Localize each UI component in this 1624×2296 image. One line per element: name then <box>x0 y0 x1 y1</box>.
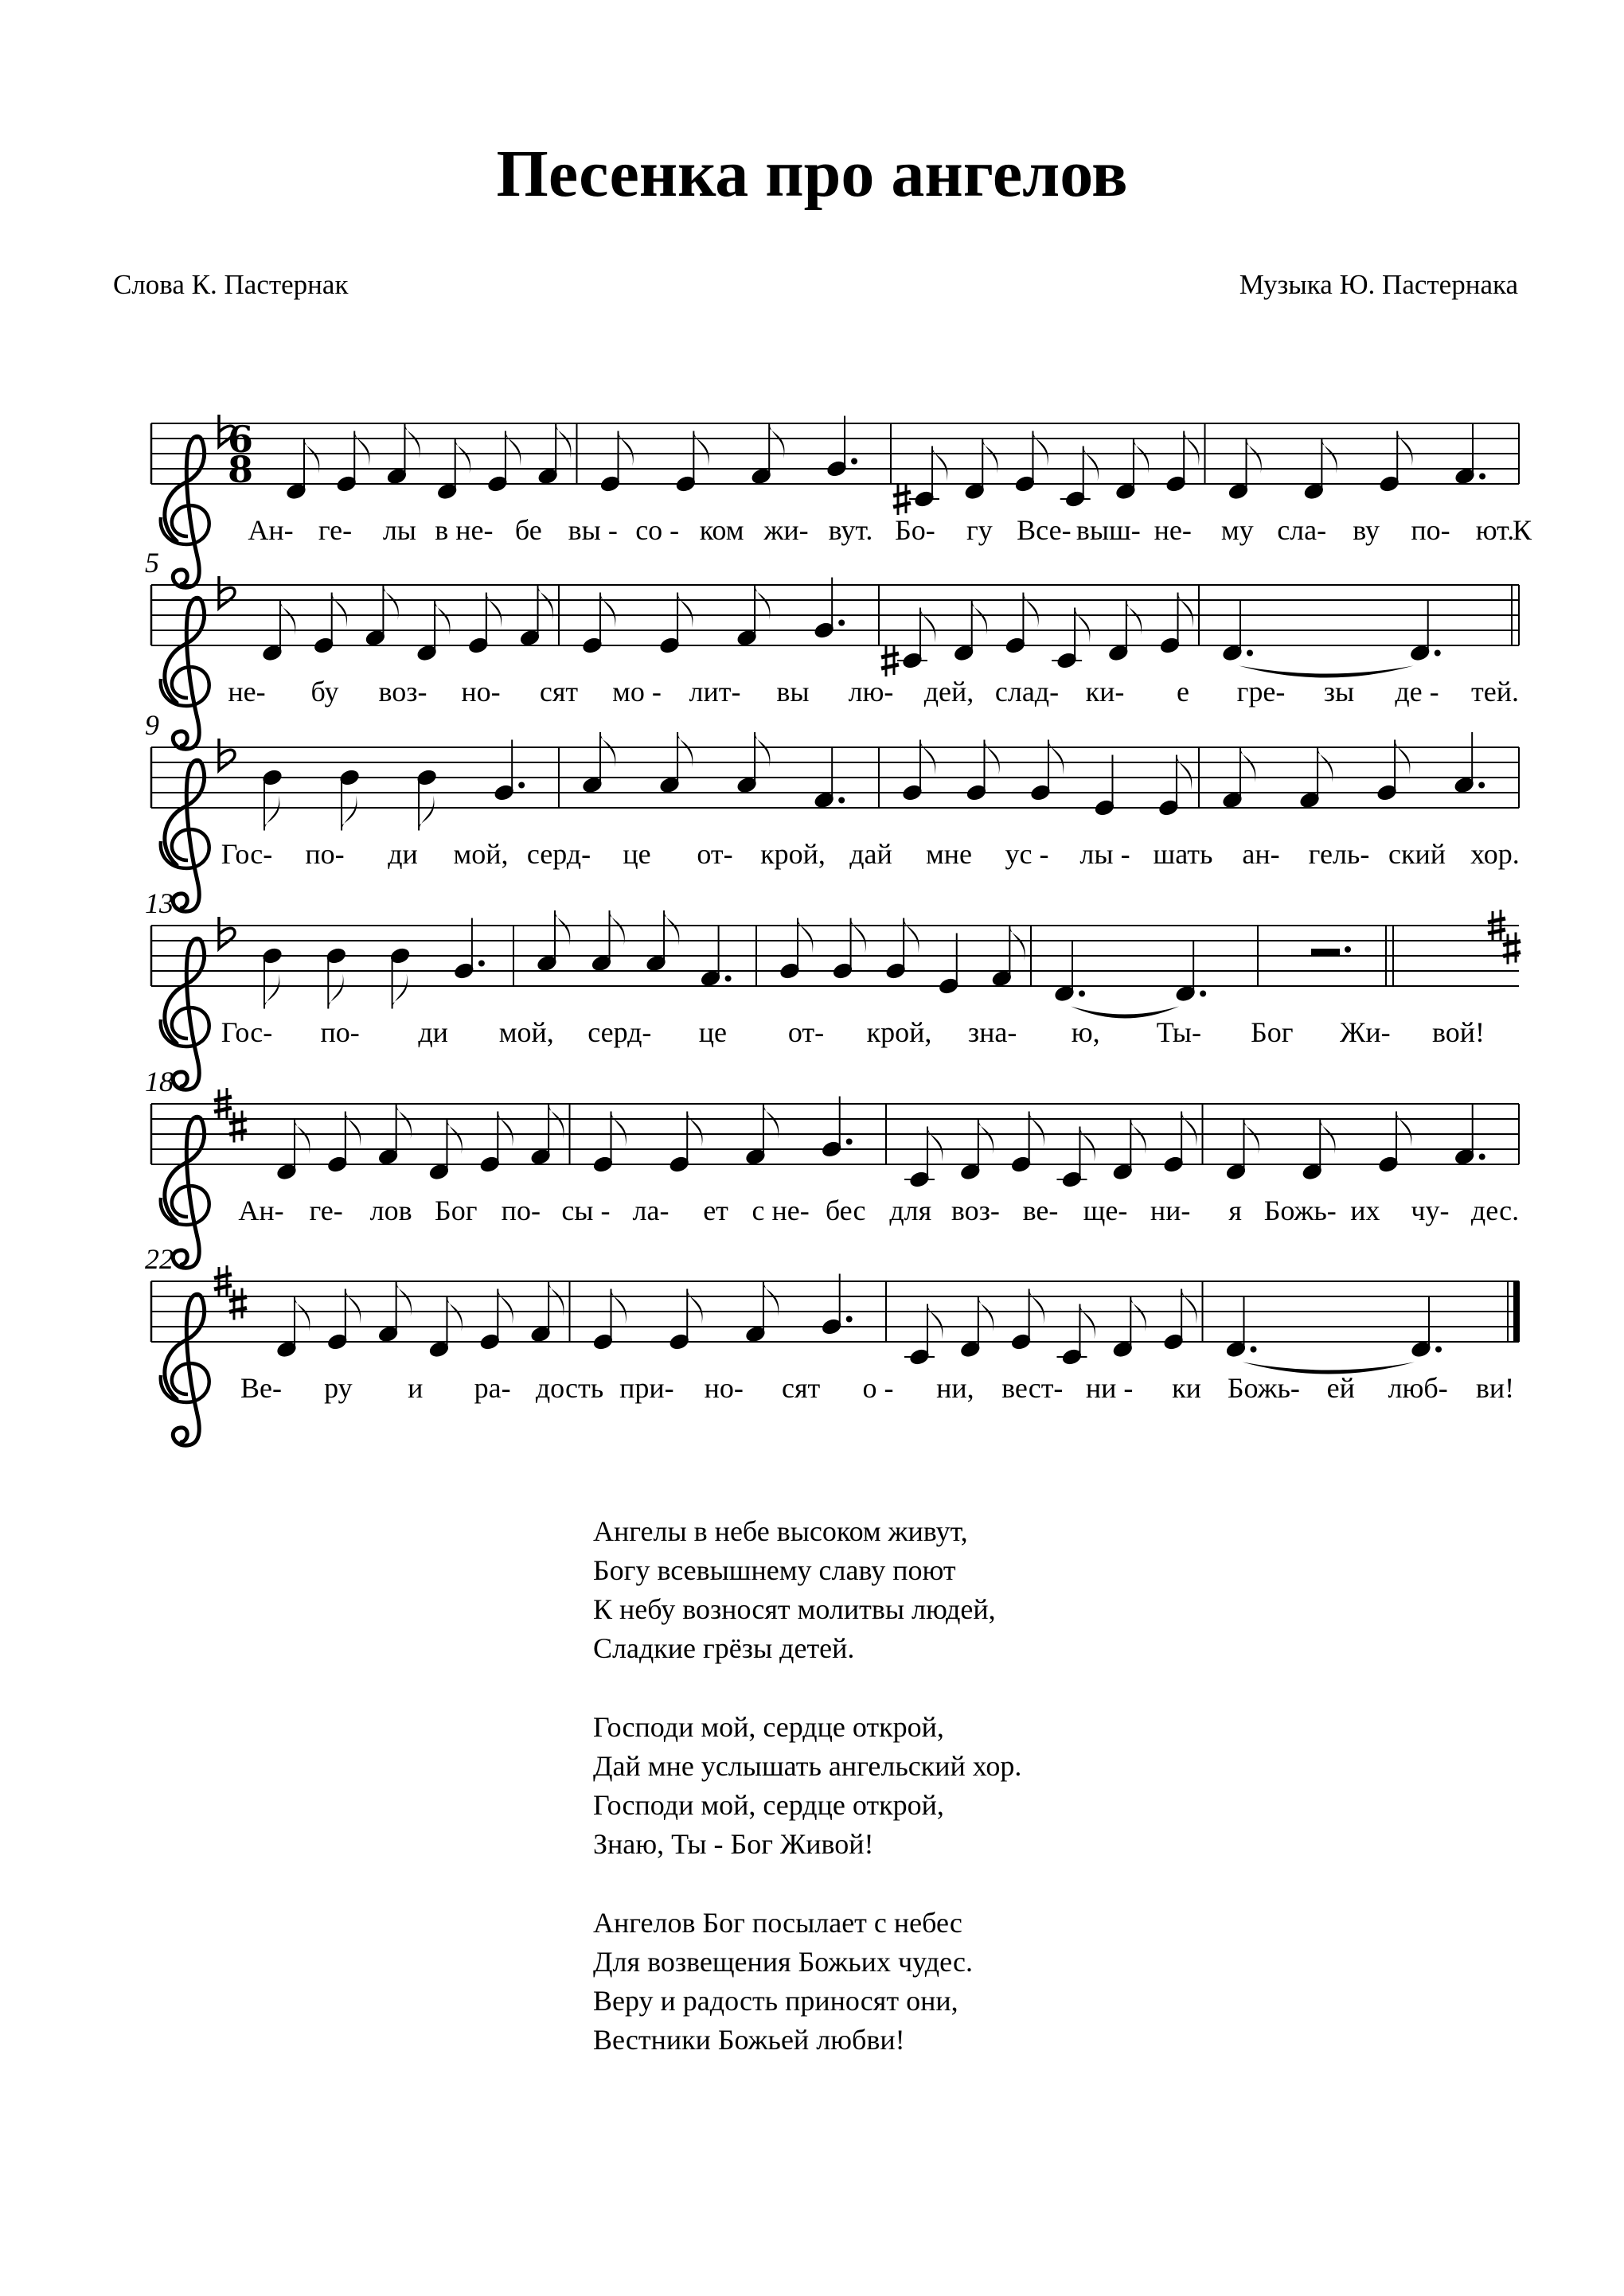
note-flag <box>419 796 434 831</box>
score-staves <box>145 415 1535 1445</box>
note <box>1225 1296 1257 1358</box>
lyric-syllable: воз- <box>378 676 427 708</box>
note <box>893 446 947 516</box>
poem-text <box>593 1512 1310 2099</box>
poem-stanza <box>593 1512 1310 1668</box>
poem-line: Веру и радость приносят они, <box>593 1985 958 2017</box>
note-flag <box>1075 608 1090 643</box>
note-flag <box>1079 1304 1095 1339</box>
note <box>275 1119 310 1181</box>
lyric-syllable: дей, <box>923 676 974 708</box>
flat-key-signature <box>219 576 235 608</box>
note-flag <box>342 796 357 831</box>
note <box>1112 1296 1146 1358</box>
note <box>338 768 360 830</box>
note <box>1410 1296 1442 1358</box>
lyric-syllable: Гос- <box>221 838 273 870</box>
augmentation-dot <box>846 1139 853 1145</box>
lyric-syllable: це <box>698 1016 728 1048</box>
lyric-syllable: для <box>889 1195 932 1226</box>
lyric-syllable: по- <box>1411 514 1450 546</box>
sharp-key-signature <box>1503 933 1521 965</box>
lyric-syllable: Ве- <box>240 1372 282 1404</box>
lyric-syllable: не- <box>228 676 266 708</box>
note <box>645 910 679 973</box>
note <box>519 585 553 647</box>
note-flag <box>619 431 634 466</box>
sharp-key-signature <box>229 1288 247 1320</box>
lyric-syllable: бу <box>310 676 339 708</box>
lyric-syllable: бес <box>825 1195 866 1226</box>
poem-line: Господи мой, сердце открой, <box>593 1789 944 1821</box>
note <box>1094 755 1115 817</box>
note <box>904 1304 943 1366</box>
note-flag <box>498 1289 513 1324</box>
note <box>261 600 295 662</box>
lyric-syllable: о - <box>862 1372 894 1404</box>
note <box>1298 747 1333 809</box>
note-flag <box>920 608 935 643</box>
note <box>591 910 625 973</box>
staff-system <box>145 547 1519 749</box>
lyric-syllable: слад- <box>994 676 1060 708</box>
note <box>1409 600 1441 662</box>
lyric-syllable: но- <box>461 676 501 708</box>
note <box>1056 1127 1095 1189</box>
lyric-syllable: Бог <box>435 1195 478 1226</box>
lyric-syllable: вой! <box>1431 1016 1485 1048</box>
augmentation-dot <box>1079 991 1085 997</box>
staff-system <box>151 415 1532 587</box>
augmentation-dot <box>1478 782 1485 789</box>
lyric-syllable: ве- <box>1022 1195 1059 1226</box>
note <box>736 732 770 794</box>
augmentation-dot <box>838 797 845 804</box>
note-flag <box>1181 1289 1197 1324</box>
note-flag <box>1177 755 1192 790</box>
lyric-syllable: по- <box>305 838 345 870</box>
note <box>1228 439 1262 501</box>
note <box>1454 732 1485 794</box>
note-flag <box>1033 431 1048 466</box>
song-title: Песенка про ангелов <box>496 137 1128 211</box>
treble-clef <box>161 1294 209 1445</box>
measure-number: 18 <box>145 1066 174 1097</box>
note-flag <box>392 974 408 1009</box>
lyric-syllable: ни- <box>1150 1195 1191 1226</box>
note-flag <box>1397 431 1412 466</box>
note <box>964 439 998 501</box>
note <box>581 732 615 794</box>
lyric-syllable: ге- <box>309 1195 343 1226</box>
note <box>938 934 959 996</box>
poem-line: Сладкие грёзы детей. <box>593 1632 855 1664</box>
note <box>1221 600 1253 662</box>
composer-credit: Музыка Ю. Пастернака <box>1239 269 1518 300</box>
lyric-syllable: лы - <box>1079 838 1130 870</box>
lyric-syllable: ни - <box>1085 1372 1134 1404</box>
note-flag <box>687 1289 702 1324</box>
note <box>377 1281 412 1343</box>
augmentation-dot <box>478 961 485 967</box>
note-flag <box>506 431 521 466</box>
note <box>1454 423 1485 485</box>
note <box>389 946 411 1008</box>
poem-line: Вестники Божьей любви! <box>593 2024 905 2056</box>
note-flag <box>904 918 919 953</box>
lyric-syllable: и <box>408 1372 424 1404</box>
note <box>1174 941 1206 1003</box>
augmentation-dot <box>851 458 857 465</box>
note <box>536 910 570 973</box>
note <box>744 1104 779 1166</box>
note-flag <box>920 740 935 775</box>
time-signature-top: 6 <box>227 418 254 461</box>
note <box>1053 941 1085 1003</box>
note <box>428 1296 463 1358</box>
lyric-syllable: зна- <box>967 1016 1017 1048</box>
note-flag <box>345 1289 361 1324</box>
lyric-syllable: бе <box>514 514 542 546</box>
lyric-syllable: от- <box>787 1016 825 1048</box>
note-flag <box>354 431 369 466</box>
half-rest <box>1311 949 1340 956</box>
lyric-syllable: но- <box>704 1372 744 1404</box>
lyric-syllable: ский <box>1388 838 1446 870</box>
lyric-syllable: мо - <box>612 676 662 708</box>
note-flag <box>687 1112 702 1147</box>
lyric-syllable: сы - <box>561 1195 611 1226</box>
note-flag <box>1395 740 1410 775</box>
lyric-syllable: це <box>623 838 651 870</box>
note-flag <box>693 431 709 466</box>
note-flag <box>927 1304 943 1339</box>
flat-key-signature <box>219 739 235 770</box>
lyric-syllable: ви! <box>1475 1372 1515 1404</box>
lyric-syllable: вы <box>776 676 810 708</box>
augmentation-dot <box>518 782 525 789</box>
lyric-syllable: ют. <box>1475 514 1515 546</box>
note <box>959 1119 994 1181</box>
lyric-syllable: сла- <box>1277 514 1327 546</box>
note <box>1056 1304 1095 1366</box>
staff-system <box>145 709 1520 911</box>
lyric-syllable: по- <box>501 1195 541 1226</box>
sharp-accidental <box>893 483 911 515</box>
note <box>953 600 987 662</box>
lyric-syllable: гель- <box>1308 838 1370 870</box>
lyric-syllable: ру <box>324 1372 353 1404</box>
note-flag <box>677 593 693 628</box>
note <box>436 439 470 501</box>
lyric-syllable: ла- <box>632 1195 670 1226</box>
note <box>751 423 785 485</box>
measure-number: 9 <box>145 709 159 741</box>
measure-number: 5 <box>145 547 159 579</box>
lyric-syllable: Бо- <box>895 514 935 546</box>
note-flag <box>1048 740 1064 775</box>
note <box>386 423 420 485</box>
note-flag <box>486 593 502 628</box>
augmentation-dot <box>1251 1347 1257 1353</box>
lyric-syllable: ю, <box>1071 1016 1100 1048</box>
lyricist-credit: Слова К. Пастернак <box>113 269 349 300</box>
note-flag <box>1181 1112 1197 1147</box>
augmentation-dot <box>725 976 732 982</box>
note <box>529 1281 564 1343</box>
note <box>261 946 283 1008</box>
lyric-syllable: Жи- <box>1340 1016 1391 1048</box>
note <box>285 439 319 501</box>
lyric-syllable: ге- <box>318 514 353 546</box>
lyric-syllable: ки <box>1172 1372 1201 1404</box>
lyric-syllable: крой, <box>760 838 826 870</box>
lyric-syllable: ди <box>388 838 418 870</box>
lyric-syllable: гре- <box>1236 676 1286 708</box>
lyric-syllable: серд- <box>588 1016 652 1048</box>
time-signature-bottom: 8 <box>227 448 254 491</box>
note-flag <box>1023 593 1038 628</box>
note-flag <box>332 593 347 628</box>
lyric-syllable: шать <box>1153 838 1213 870</box>
note-flag <box>345 1112 361 1147</box>
lyric-syllable: зы <box>1323 676 1355 708</box>
lyric-syllable: К <box>1512 514 1532 546</box>
lyric-syllable: хор. <box>1470 838 1520 870</box>
note-flag <box>1079 1127 1095 1162</box>
note-flag <box>611 1289 627 1324</box>
lyric-syllable: ра- <box>474 1372 511 1404</box>
note <box>700 926 732 988</box>
note <box>1454 1104 1485 1166</box>
lyric-syllable: ни, <box>936 1372 974 1404</box>
treble-clef <box>161 436 209 587</box>
note-flag <box>927 1127 943 1162</box>
lyric-syllable: Ты- <box>1156 1016 1201 1048</box>
poem-line: Ангелов Бог посылает с небес <box>593 1907 962 1939</box>
note-flag <box>798 918 813 953</box>
note <box>377 1104 412 1166</box>
note <box>275 1296 310 1358</box>
lyric-syllable: Божь- <box>1263 1195 1337 1226</box>
lyric-syllable: е <box>1177 676 1189 708</box>
note-flag <box>264 796 279 831</box>
lyric-syllable: я <box>1228 1195 1242 1226</box>
lyric-syllable: ей <box>1326 1372 1355 1404</box>
note <box>736 585 770 647</box>
augmentation-dot <box>846 1316 853 1323</box>
augmentation-dot <box>1247 650 1253 657</box>
note <box>1107 600 1142 662</box>
lyric-syllable: крой, <box>866 1016 932 1048</box>
staff-system <box>145 1066 1519 1268</box>
note-flag <box>611 1112 627 1147</box>
lyric-syllable: по- <box>320 1016 360 1048</box>
note-flag <box>1396 1112 1411 1147</box>
note-flag <box>984 740 999 775</box>
lyric-syllable: серд- <box>526 838 591 870</box>
note <box>537 423 572 485</box>
lyric-syllable: ки- <box>1085 676 1125 708</box>
lyric-syllable: ще- <box>1083 1195 1128 1226</box>
lyric-syllable: выш- <box>1076 514 1141 546</box>
note <box>1303 439 1337 501</box>
note <box>1052 608 1090 670</box>
lyric-syllable: мой, <box>453 838 509 870</box>
note <box>365 585 399 647</box>
poem-line: Богу всевышнему славу поют <box>593 1554 956 1586</box>
lyric-syllable: Ан- <box>248 514 294 546</box>
note <box>416 768 437 830</box>
lyric-syllable: люб- <box>1388 1372 1448 1404</box>
note <box>261 768 283 830</box>
poem-line: Дай мне услышать ангельский хор. <box>593 1750 1022 1782</box>
lyric-syllable: не- <box>1154 514 1192 546</box>
augmentation-dot <box>1200 991 1206 997</box>
note <box>1112 1119 1146 1181</box>
treble-clef <box>161 598 209 749</box>
lyric-syllable: ет <box>703 1195 728 1226</box>
note <box>658 732 693 794</box>
note <box>1115 439 1149 501</box>
note-flag <box>1029 1289 1044 1324</box>
poem-stanza <box>593 1904 1310 2060</box>
note <box>416 600 450 662</box>
lyric-syllable: Бог <box>1251 1016 1294 1048</box>
note <box>881 608 935 677</box>
lyric-syllable: лы <box>382 514 416 546</box>
lyric-syllable: дай <box>849 838 892 870</box>
lyric-syllable: лов <box>369 1195 412 1226</box>
lyric-syllable: дость <box>535 1372 604 1404</box>
augmentation-dot <box>838 620 845 626</box>
note <box>529 1104 564 1166</box>
lyric-syllable: ди <box>418 1016 448 1048</box>
lyric-syllable: чу- <box>1411 1195 1450 1226</box>
lyric-syllable: их <box>1350 1195 1380 1226</box>
lyric-syllable: сят <box>781 1372 821 1404</box>
lyric-syllable: ву <box>1353 514 1380 546</box>
poem-line: Ангелы в небе высоком живут, <box>593 1515 968 1547</box>
lyric-syllable: де - <box>1395 676 1439 708</box>
note-flag <box>1178 593 1193 628</box>
lyric-syllable: гу <box>966 514 993 546</box>
lyric-syllable: мне <box>925 838 973 870</box>
rest-dot <box>1345 946 1351 953</box>
note-flag <box>1029 1112 1044 1147</box>
lyric-syllable: Гос- <box>221 1016 273 1048</box>
staff-system <box>145 887 1535 1090</box>
note-flag <box>932 446 947 481</box>
note-flag <box>328 974 343 1009</box>
lyric-syllable: лит- <box>689 676 741 708</box>
lyric-syllable: при- <box>619 1372 674 1404</box>
poem-stanza <box>593 1708 1310 1864</box>
lyric-syllable: с не- <box>751 1195 810 1226</box>
note <box>1302 1119 1336 1181</box>
lyric-syllable: вы - <box>568 514 618 546</box>
note <box>744 1281 779 1343</box>
measure-number: 22 <box>145 1243 174 1275</box>
sharp-key-signature <box>229 1111 247 1143</box>
lyric-syllable: ус - <box>1005 838 1049 870</box>
note <box>1225 1119 1259 1181</box>
augmentation-dot <box>1479 474 1485 480</box>
lyric-syllable: от- <box>697 838 733 870</box>
measure-number: 13 <box>145 887 174 919</box>
lyric-syllable: воз- <box>951 1195 1000 1226</box>
lyric-syllable: му <box>1220 514 1254 546</box>
lyric-syllable: тей. <box>1471 676 1519 708</box>
note <box>904 1127 943 1189</box>
augmentation-dot <box>1479 1154 1485 1160</box>
note-flag <box>498 1112 513 1147</box>
lyric-syllable: Все- <box>1017 514 1072 546</box>
note <box>991 926 1025 988</box>
note <box>428 1119 463 1181</box>
lyric-syllable: мой, <box>498 1016 554 1048</box>
augmentation-dot <box>1435 650 1441 657</box>
lyric-syllable: дес. <box>1470 1195 1520 1226</box>
poem-line: К небу возносят молитвы людей, <box>593 1593 996 1625</box>
lyric-syllable: Ан- <box>238 1195 284 1226</box>
note-flag <box>1184 431 1199 466</box>
note <box>1060 446 1099 509</box>
poem-line: Знаю, Ты - Бог Живой! <box>593 1828 874 1860</box>
augmentation-dot <box>1435 1347 1442 1353</box>
lyric-syllable: сят <box>539 676 579 708</box>
note-flag <box>851 918 866 953</box>
sharp-accidental <box>881 645 899 676</box>
note <box>326 946 347 1008</box>
note <box>814 747 845 809</box>
lyric-syllable: лю- <box>848 676 894 708</box>
lyric-syllable: ан- <box>1242 838 1280 870</box>
lyric-syllable: вест- <box>1001 1372 1064 1404</box>
poem-line: Для возвещения Божьих чудес. <box>593 1946 973 1978</box>
lyric-syllable: вут. <box>828 514 873 546</box>
staff-system <box>145 1243 1519 1445</box>
lyric-syllable: со - <box>635 514 680 546</box>
note-flag <box>600 593 615 628</box>
lyric-syllable: жи- <box>763 514 809 546</box>
lyric-syllable: ком <box>699 514 744 546</box>
lyric-syllable: в не- <box>435 514 494 546</box>
note <box>959 1296 994 1358</box>
lyric-syllable: Божь- <box>1227 1372 1300 1404</box>
note-flag <box>1083 446 1099 481</box>
note <box>1221 747 1255 809</box>
flat-key-signature <box>219 917 235 949</box>
note-flag <box>264 974 279 1009</box>
poem-line: Господи мой, сердце открой, <box>593 1711 944 1743</box>
